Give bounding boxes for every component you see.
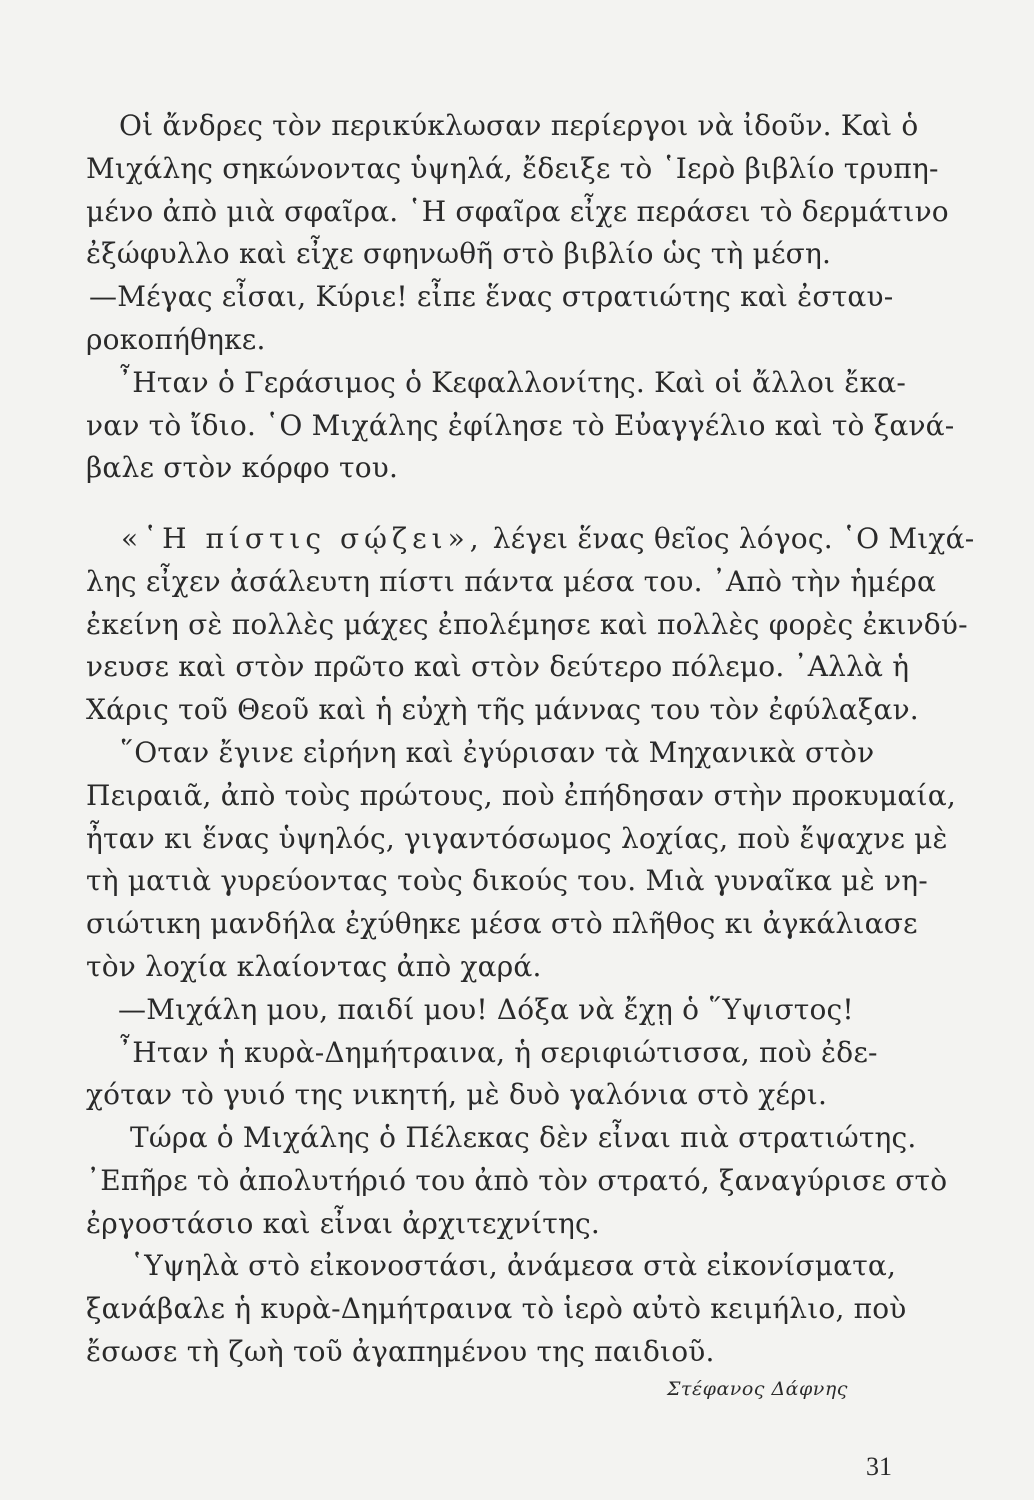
author-signature: Στέφανος Δάφνης xyxy=(667,1378,848,1400)
text-line: ξανάβαλε ἡ κυρὰ-Δημήτραινα τὸ ἱερὸ αὐτὸ κειμήλιο, ποὺ xyxy=(86,1292,907,1325)
text-line: τὸν λοχία κλαίοντας ἀπὸ χαρά. xyxy=(86,950,542,983)
text-line: ῏Ηταν ὁ Γεράσιμος ὁ Κεφαλλονίτης. Καὶ οἱ ἄλλοι ἔκα- xyxy=(118,366,906,399)
text-line: ἐξώφυλλο καὶ εἶχε σφηνωθῆ στὸ βιβλίο ὡς τὴ μέση. xyxy=(86,237,832,270)
text-line: —Μιχάλη μου, παιδί μου! Δόξα νὰ ἔχῃ ὁ ῞Υψιστος! xyxy=(118,993,854,1026)
quote-text: «῾Η πίστις σῴζει», xyxy=(121,522,484,555)
quote-line-text: λέγει ἕνας θεῖος λόγος. ῾Ο Μιχά- xyxy=(492,522,975,555)
text-line: νευσε καὶ στὸν πρῶτο καὶ στὸν δεύτερο πόλεμο. ᾿Αλλὰ ἡ xyxy=(86,650,910,683)
text-line: χόταν τὸ γυιό της νικητή, μὲ δυὸ γαλόνια στὸ χέρι. xyxy=(86,1078,828,1111)
text-line: λης εἶχεν ἀσάλευτη πίστι πάντα μέσα του. ᾿Απὸ τὴν ἡμέρα xyxy=(86,565,937,598)
text-line: Οἱ ἄνδρες τὸν περικύκλωσαν περίεργοι νὰ ἰδοῦν. Καὶ ὁ xyxy=(119,109,919,142)
text-line: Τώρα ὁ Μιχάλης ὁ Πέλεκας δὲν εἶναι πιὰ στρατιώτης. xyxy=(130,1121,917,1154)
text-line: ἐκείνη σὲ πολλὲς μάχες ἐπολέμησε καὶ πολλὲς φορὲς ἐκινδύ- xyxy=(86,608,968,641)
text-line: —Μέγας εἶσαι, Κύριε! εἶπε ἕνας στρατιώτης καὶ ἐσταυ- xyxy=(89,280,894,313)
text-line: ἔσωσε τὴ ζωὴ τοῦ ἀγαπημένου της παιδιοῦ. xyxy=(86,1335,715,1368)
text-line: σιώτικη μανδήλα ἐχύθηκε μέσα στὸ πλῆθος κι ἀγκάλιασε xyxy=(86,907,918,940)
text-line: Μιχάλης σηκώνοντας ὑψηλά, ἔδειξε τὸ ῾Ιερὸ βιβλίο τρυπη- xyxy=(86,152,939,185)
text-line: βαλε στὸν κόρφο του. xyxy=(86,451,399,484)
text-line: Χάρις τοῦ Θεοῦ καὶ ἡ εὐχὴ τῆς μάννας του τὸν ἐφύλαξαν. xyxy=(86,693,919,726)
text-line: τὴ ματιὰ γυρεύοντας τοὺς δικούς του. Μιὰ γυναῖκα μὲ νη- xyxy=(86,864,928,897)
quote-line xyxy=(121,521,975,557)
text-line: ἦταν κι ἕνας ὑψηλός, γιγαντόσωμος λοχίας, ποὺ ἔψαχνε μὲ xyxy=(86,822,948,855)
text-line: Πειραιᾶ, ἀπὸ τοὺς πρώτους, ποὺ ἐπήδησαν στὴν προκυμαία, xyxy=(86,779,956,812)
text-line: ναν τὸ ἴδιο. ῾Ο Μιχάλης ἐφίλησε τὸ Εὐαγγέλιο καὶ τὸ ξανά- xyxy=(86,409,955,442)
text-line: ῞Οταν ἔγινε εἰρήνη καὶ ἐγύρισαν τὰ Μηχανικὰ στὸν xyxy=(120,736,875,769)
text-line: ἐργοστάσιο καὶ εἶναι ἀρχιτεχνίτης. xyxy=(86,1207,600,1240)
page-number: 31 xyxy=(866,1452,892,1481)
text-line: μένο ἀπὸ μιὰ σφαῖρα. ῾Η σφαῖρα εἶχε περάσει τὸ δερμάτινο xyxy=(86,195,949,228)
text-line: ροκοπήθηκε. xyxy=(86,323,266,356)
text-line: ῏Ηταν ἡ κυρὰ-Δημήτραινα, ἡ σεριφιώτισσα, ποὺ ἐδε- xyxy=(118,1036,878,1069)
text-line: ῾Υψηλὰ στὸ εἰκονοστάσι, ἀνάμεσα στὰ εἰκονίσματα, xyxy=(130,1249,897,1282)
text-line: ᾿Επῆρε τὸ ἀπολυτήριό του ἀπὸ τὸν στρατό, ξαναγύρισε στὸ xyxy=(86,1164,948,1197)
